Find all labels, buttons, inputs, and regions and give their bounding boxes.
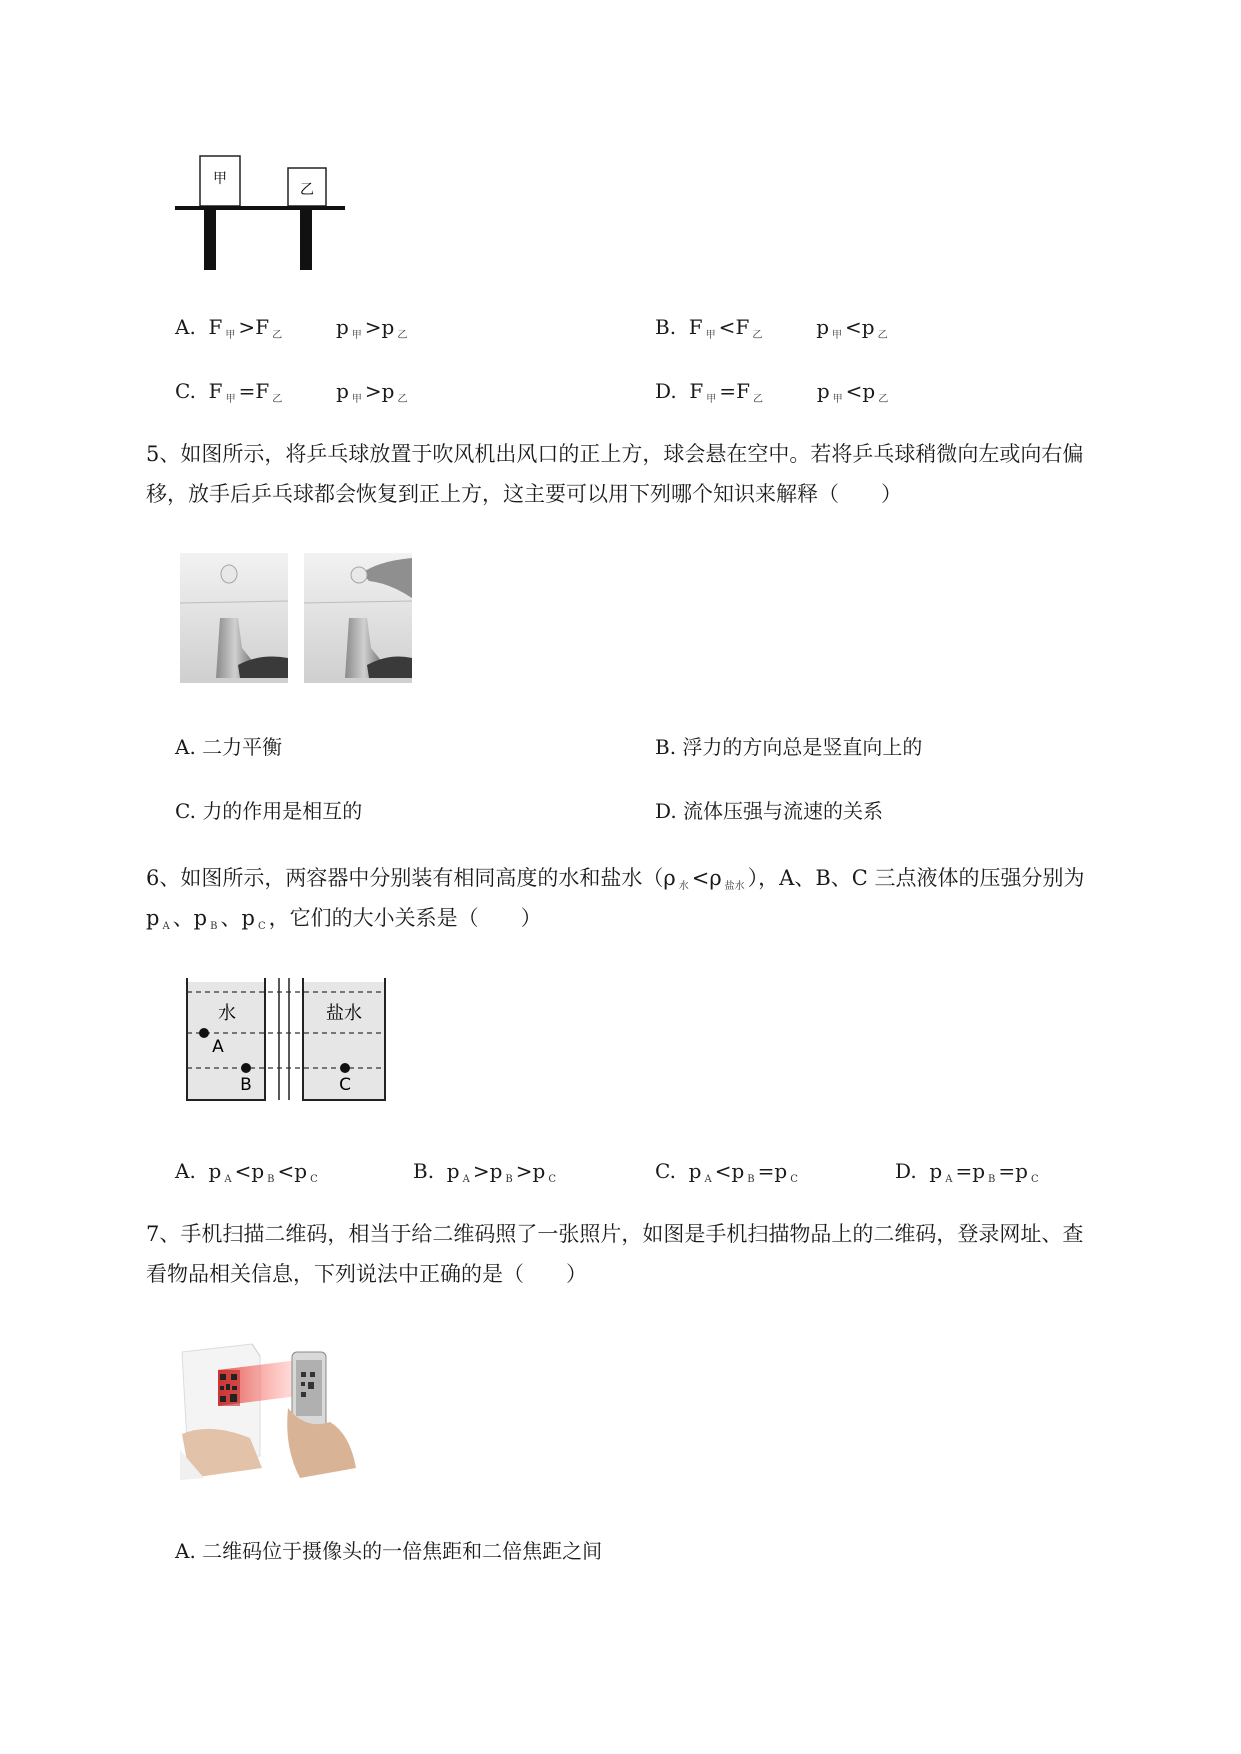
q6-option-d[interactable]: D. p $_A$ =p $_B$ =p $_C$ (895, 1159, 1039, 1185)
block-a-label: 甲 (213, 171, 227, 187)
q7-option-a[interactable]: A. 二维码位于摄像头的一倍焦距和二倍焦距之间 (175, 1539, 603, 1563)
q6-stem-line-2: p A 、p B 、p C ，它们的大小关系是（ ） (146, 906, 542, 932)
q5-option-b[interactable]: B. 浮力的方向总是竖直向上的 (655, 735, 923, 759)
ping-pong-hair-dryer-photo-right (304, 553, 412, 683)
q4-option-d[interactable]: D. F $_甲$ =F $_乙$ p $_甲$ <p $_乙$ (655, 379, 889, 405)
point-c-label: C (339, 1075, 351, 1095)
q6-option-b[interactable]: B. p $_A$ >p $_B$ >p $_C$ (413, 1159, 556, 1185)
block-b-label: 乙 (300, 182, 314, 198)
water-saltwater-containers-figure (183, 970, 393, 1108)
point-a-label: A (212, 1037, 224, 1057)
q7-stem-line-2: 看物品相关信息，下列说法中正确的是（ ） (146, 1262, 587, 1286)
q6-stem-line-1: 6、如图所示，两容器中分别装有相同高度的水和盐水（ρ 水 <ρ 盐水 ），A、B、C 三点液体的压强分别为 (146, 866, 1085, 892)
point-c-dot (340, 1063, 350, 1073)
q5-stem-line-2: 移，放手后乒乓球都会恢复到正上方，这主要可以用下列哪个知识来解释（ ） (146, 482, 902, 506)
point-b-label: B (240, 1075, 252, 1095)
blocks-on-table-figure (170, 148, 350, 273)
saltwater-label: 盐水 (326, 1003, 362, 1024)
q7-stem-line-1: 7、手机扫描二维码，相当于给二维码照了一张照片，如图是手机扫描物品上的二维码，登录网址、查 (146, 1222, 1084, 1246)
q5-option-c[interactable]: C. 力的作用是相互的 (175, 799, 363, 823)
ping-pong-hair-dryer-photo-left (180, 553, 288, 683)
point-b-dot (241, 1063, 251, 1073)
q5-stem-line-1: 5、如图所示，将乒乓球放置于吹风机出风口的正上方，球会悬在空中。若将乒乓球稍微向左或向右偏 (146, 442, 1084, 466)
point-a-dot (199, 1028, 209, 1038)
q4-option-a[interactable]: A. F $_甲$ >F $_乙$ p $_甲$ >p $_乙$ (175, 315, 408, 341)
q4-option-b[interactable]: B. F $_甲$ <F $_乙$ p $_甲$ <p $_乙$ (655, 315, 888, 341)
q6-option-a[interactable]: A. p $_A$ <p $_B$ <p $_C$ (175, 1159, 318, 1185)
phone-scanning-qr-code-photo (180, 1338, 360, 1480)
water-label: 水 (218, 1003, 236, 1024)
q5-option-d[interactable]: D. 流体压强与流速的关系 (655, 799, 884, 823)
q5-option-a[interactable]: A. 二力平衡 (175, 735, 283, 759)
q4-option-c[interactable]: C. F $_甲$ =F $_乙$ p $_甲$ >p $_乙$ (175, 379, 408, 405)
q6-option-c[interactable]: C. p $_A$ <p $_B$ =p $_C$ (655, 1159, 798, 1185)
